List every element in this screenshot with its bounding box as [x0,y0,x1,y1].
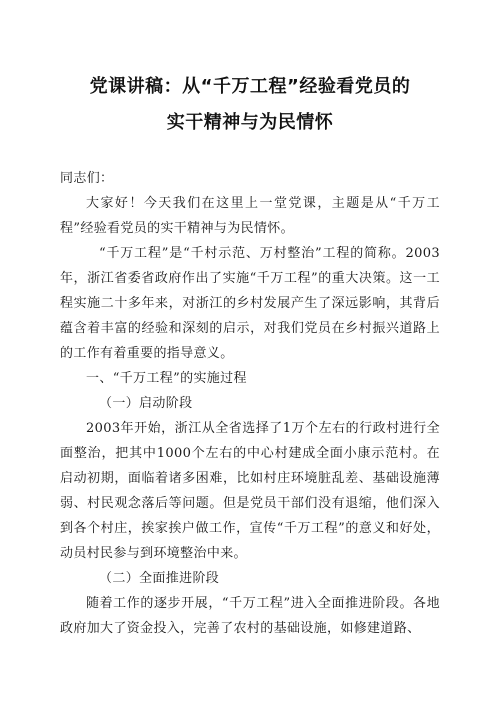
subsection-heading: （二）全面推进阶段 [99,571,220,587]
paragraph-startup-stage: 2003年开始，浙江从全省选择了1万个左右的行政村进行全面整治，把其中1000个左右的中心村建成全面小康示范村。在启动初期，面临着诸多困难，比如村庄环境脏乱差、基础设施薄弱、村民观念落后等问题。但是党员干部们没有退缩，他们深入到各个村庄，挨家挨户做工作，宣传“千万工程”的意义和好处，动员村民参与到环境整治中来。 [60,421,440,562]
document-title-line2: 实干精神与为民情怀 [166,111,334,133]
paragraph-greeting: 大家好！今天我们在这里上一堂党课，主题是从“千万工程”经验看党员的实干精神与为民情怀。 [60,196,440,237]
section-heading: 一、“千万工程”的实施过程 [86,371,247,387]
salutation: 同志们： [60,171,114,187]
paragraph-full-promotion: 随着工作的逐步开展，“千万工程”进入全面推进阶段。各地政府加大了资金投入，完善了农村的基础设施，如修建道路、 [60,596,440,637]
paragraph-intro: “千万工程”是“千村示范、万村整治”工程的简称。2003年，浙江省委省政府作出了实施“千万工程”的重大决策。这一工程实施二十多年来，对浙江的乡村发展产生了深远影响，其背后蕴含着丰富的经验和深刻的启示，对我们党员在乡村振兴道路上的工作有着重要的指导意义。 [60,246,440,362]
document-title-line1: 党课讲稿：从“千万工程”经验看党员的 [89,76,411,97]
document-body [60,166,440,641]
subsection-heading: （一）启动阶段 [99,396,193,412]
